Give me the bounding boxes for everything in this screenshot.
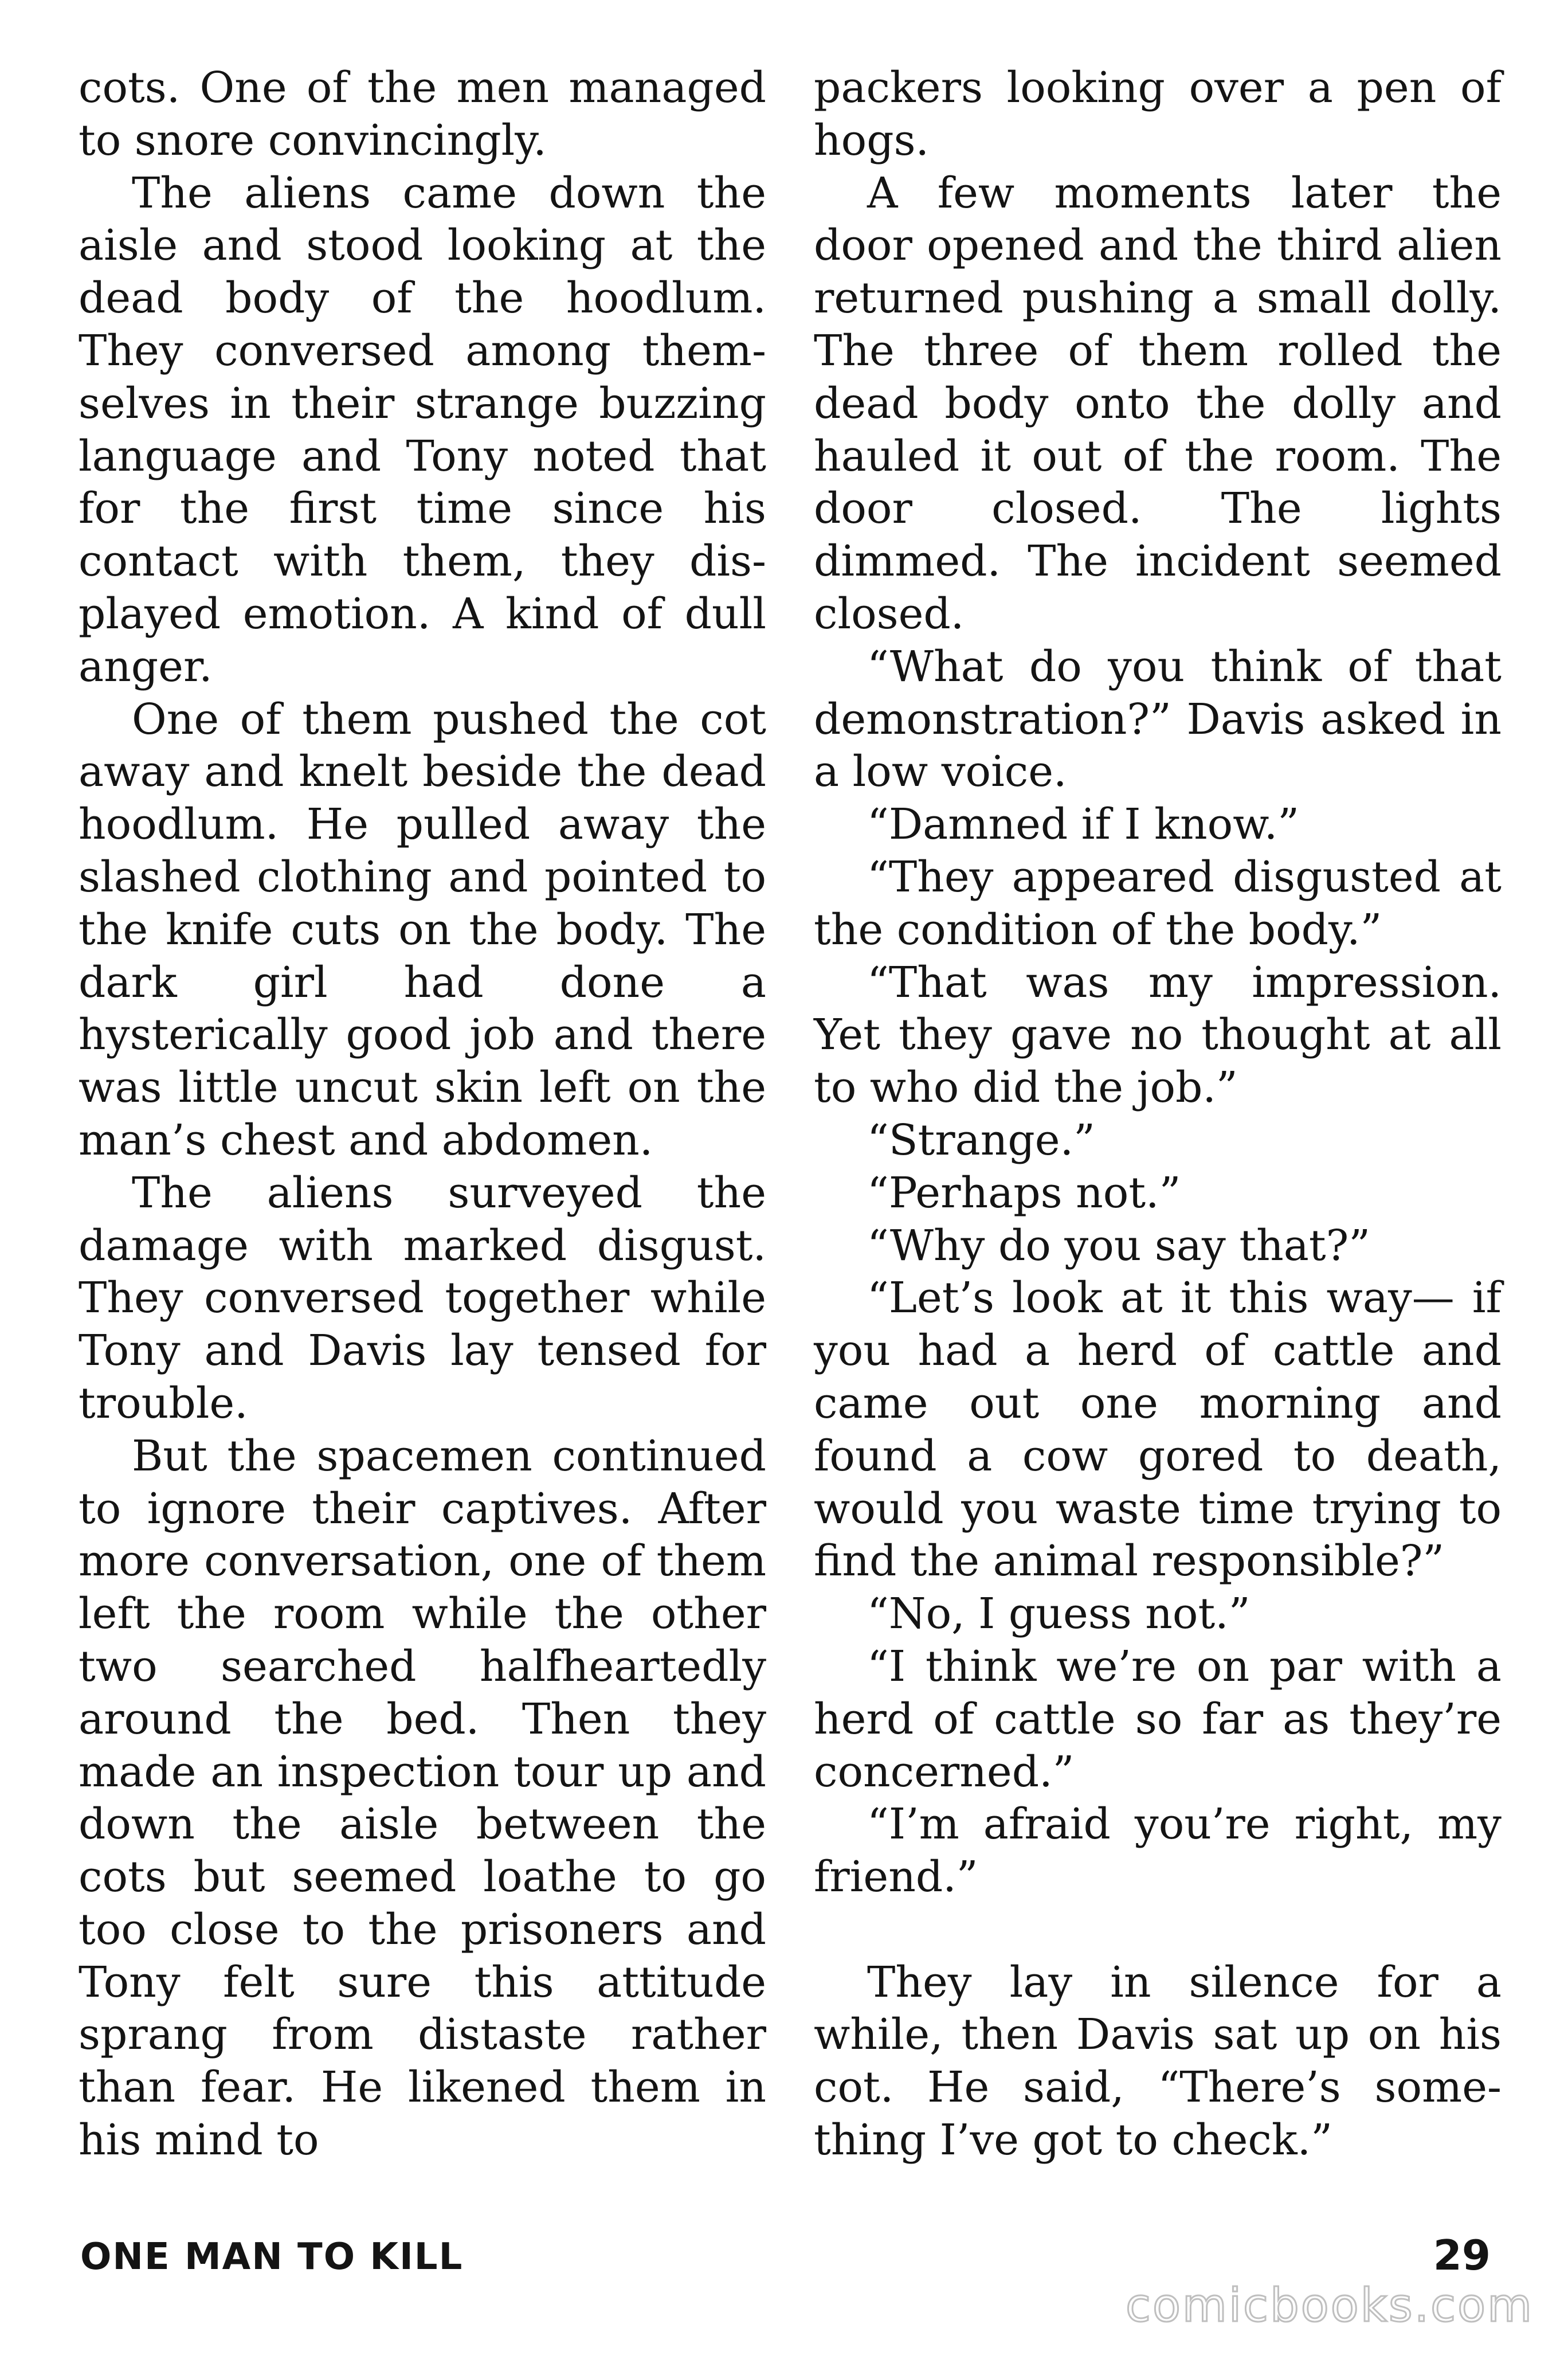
paragraph: “They appeared disgusted at the condition of the body.” (814, 852, 1502, 954)
paragraph: “I think we’re on par with a herd of cattle so far as they’re concerned.” (814, 1641, 1502, 1797)
paragraph: “Why do you say that?” (867, 1220, 1371, 1270)
watermark: comicbooks.com (1125, 2279, 1534, 2332)
right-text-column (814, 62, 1502, 2167)
paragraph: One of them pushed the cot away and knelt beside the dead hoodlum. He pulled away the slashed clothing and pointed to the knife cuts on the body. The dark girl had done a hysterically good job and there was little uncut skin left on the man’s chest and abdomen. (79, 694, 766, 1165)
paragraph: “Let’s look at it this way— if you had a herd of cattle and came out one morning and found a cow gored to death, would you waste time trying to find the animal responsible?” (814, 1273, 1502, 1586)
paragraph: “Damned if I know.” (867, 800, 1300, 850)
paragraph: “No, I guess not.” (867, 1589, 1251, 1639)
paragraph: “That was my impression. Yet they gave no thought at all to who did the job.” (814, 957, 1502, 1113)
paragraph: cots. One of the men managed to snore convincingly. (79, 63, 766, 165)
left-text-column (79, 62, 766, 2167)
page-number: 29 (1433, 2231, 1491, 2279)
paragraph: They lay in silence for a while, then Davis sat up on his cot. He said, “There’s something I’ve got to check.” (814, 1957, 1502, 2165)
paragraph: “I’m afraid you’re right, my friend.” (814, 1799, 1502, 1902)
paragraph: The aliens came down the aisle and stood looking at the dead body of the hoodlum. They conversed among themselves in their strange buzzing language and Tony noted that for the first time since his contact with them, they displayed emotion. A kind of dull anger. (79, 168, 766, 691)
paragraph: “Perhaps not.” (867, 1168, 1181, 1218)
paragraph: But the spacemen continued to ignore their captives. After more conversation, one of them left the room while the other two searched halfheartedly around the bed. Then they made an inspection tour up and down the aisle between the cots but seemed loathe to go too close to the prisoners and Tony felt sure this attitude sprang from distaste rather than fear. He likened them in his mind to (79, 1431, 766, 2165)
paragraph: “Strange.” (867, 1115, 1095, 1165)
paragraph: packers looking over a pen of hogs. (814, 63, 1502, 165)
paragraph: “What do you think of that demonstration?” Davis asked in a low voice. (814, 641, 1502, 797)
paragraph: A few moments later the door opened and the third alien returned pushing a small dolly. The three of them rolled the dead body onto the dolly and hauled it out of the room. The door closed. The lights dimmed. The incident seemed closed. (814, 168, 1502, 639)
running-footer-title: ONE MAN TO KILL (80, 2236, 464, 2278)
paragraph: The aliens surveyed the damage with marked disgust. They conversed together while Tony and Davis lay tensed for trouble. (79, 1168, 766, 1428)
